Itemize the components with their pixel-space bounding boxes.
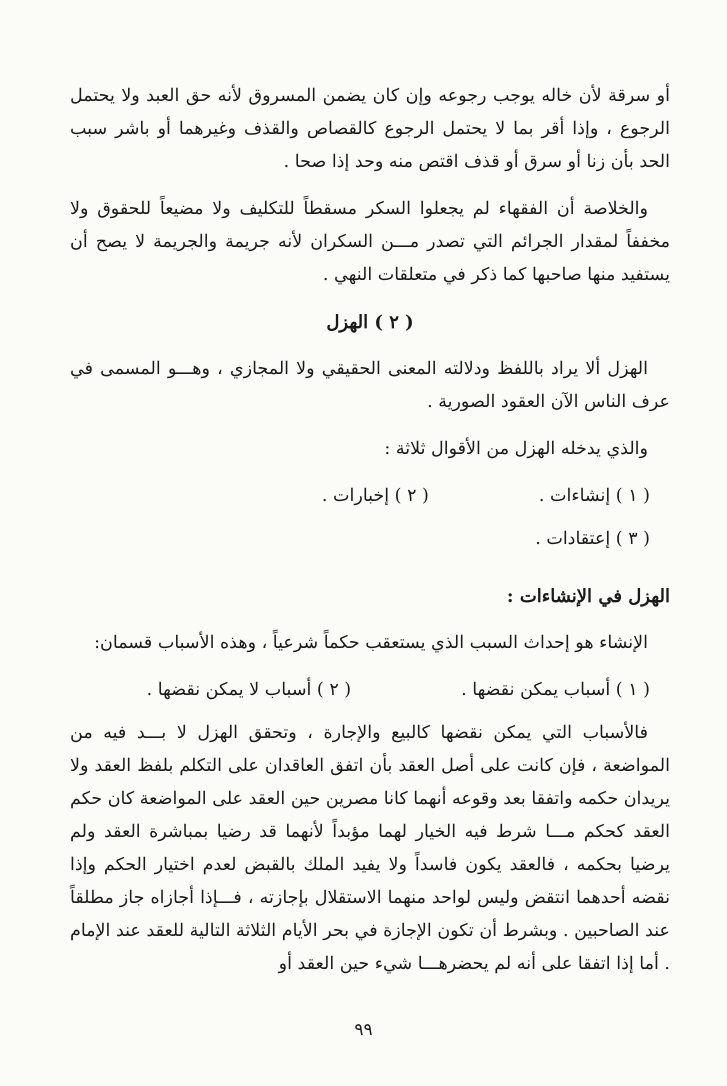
- paragraph-hazl-in-contracts: فالأسباب التي يمكن نقضها كالبيع والإجارة ، وتحقق الهزل لا بـــد فيه من المواضعة ، فإن كانت على أصل العقد بأن اتفق العاقدان على التكلم بلفظ العقد ولا يريدان حكمه واتفقا بعد وقوعه أنهما كانا مصرين حين العقد على المواضعة كان حكم العقد كحكم مـــا شرط فيه الخيار لهما مؤبداً لأنهما قد رضيا بمباشرة العقد ولم يرضيا بحكمه ، فالعقد يكون فاسداً ولا يفيد الملك بالقبض لعدم اختيار الحكم وإذا نقضه أحدهما انتقض وليس لواحد منهما الاستقلال بإجازته ، فـــإذا أجازاه جاز مطلقاً عند الصاحبين . وبشرط أن تكون الإجازة في بحر الأيام الثلاثة التالية للعقد عند الإمام . أما إذا اتفقا على أنه لم يحضرهـــا شيء حين العقد أو: [70, 723, 670, 974]
- paragraph-hazl-definition: الهزل ألا يراد باللفظ ودلالته المعنى الحقيقي ولا المجازي ، وهـــو المسمى في عرف الناس الآن العقود الصورية .: [70, 359, 670, 412]
- list-item: ( ٣ ) إعتقادات .: [535, 529, 650, 549]
- section-title-hazl: ( ٢ ) الهزل: [326, 312, 414, 333]
- hazl-types-row: [70, 480, 670, 513]
- list-item: ( ٢ ) أسباب لا يمكن نقضها .: [146, 680, 352, 700]
- hazl-types-row-2: [70, 523, 670, 556]
- page-number: ٩٩: [354, 1020, 373, 1040]
- list-item: ( ٢ ) إخبارات .: [321, 486, 429, 506]
- paragraph-hazl-intro: والذي يدخله الهزل من الأقوال ثلاثة :: [384, 439, 648, 459]
- list-item: ( ١ ) أسباب يمكن نقضها .: [461, 680, 650, 700]
- page-content: [70, 80, 670, 995]
- paragraph-insha-definition: الإنشاء هو إحداث السبب الذي يستعقب حكماً شرعياً ، وهذه الأسباب قسمان:: [94, 633, 648, 653]
- subsection-title-insha: الهزل في الإنشاءات :: [506, 586, 670, 607]
- list-item: ( ١ ) إنشاءات .: [538, 486, 650, 506]
- paragraph-sukr-1: أو سرقة لأن خاله يوجب رجوعه وإن كان يضمن المسروق لأنه حق العبد ولا يحتمل الرجوع ، وإذا أقر بما لا يحتمل الرجوع كالقصاص والقذف وغيرهما أو باشر سبب الحد بأن زنا أو سرق أو قذف اقتص منه وحد إذا صحا .: [70, 86, 670, 172]
- paragraph-sukr-summary: والخلاصة أن الفقهاء لم يجعلوا السكر مسقطاً للتكليف ولا مضيعاً للحقوق ولا مخففاً لمقدار الجرائم التي تصدر مـــن السكران لأنه جريمة والجريمة لا يصح أن يستفيد منها صاحبها كما ذكر في متعلقات النهي .: [70, 199, 670, 285]
- insha-types-row: [70, 674, 670, 707]
